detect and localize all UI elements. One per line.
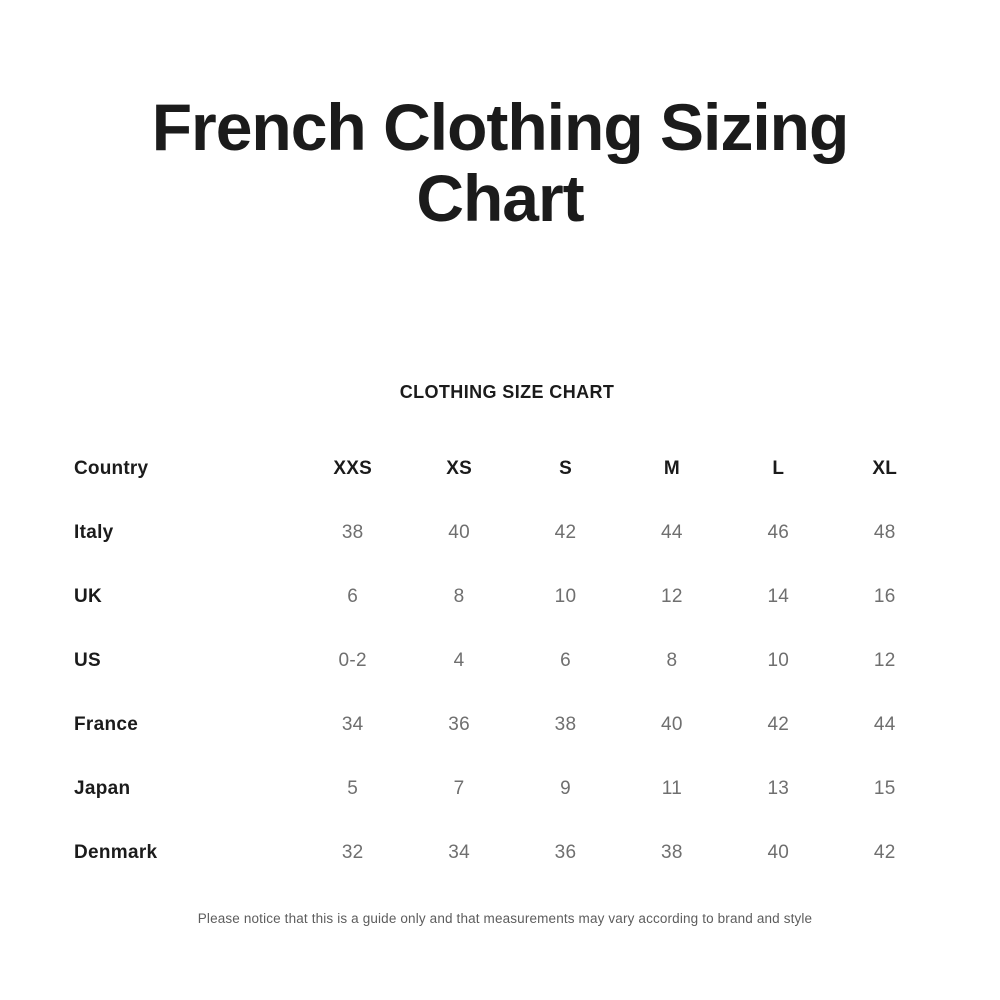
cell-france-xl: 44: [873, 714, 896, 735]
cell-denmark-xl: 42: [873, 842, 896, 863]
column-header-s: S: [559, 458, 572, 479]
cell-italy-xl: 48: [873, 522, 896, 543]
cell-france-l: 42: [767, 714, 790, 735]
table-header-row: [62, 437, 938, 501]
cell-japan-l: 13: [767, 778, 790, 799]
cell-italy-xs: 40: [448, 522, 470, 543]
chart-title: CLOTHING SIZE CHART: [399, 382, 615, 402]
column-header-xxs: XXS: [333, 458, 372, 479]
cell-uk-xs: 8: [453, 586, 465, 607]
cell-japan-xl: 15: [873, 778, 896, 799]
cell-france-s: 38: [554, 714, 577, 735]
table-row: [62, 565, 938, 629]
table-row: [62, 693, 938, 757]
cell-us-l: 10: [767, 650, 790, 671]
cell-denmark-xxs: 32: [341, 842, 364, 863]
row-label-uk: UK: [74, 586, 103, 607]
cell-uk-m: 12: [661, 586, 683, 607]
cell-denmark-m: 38: [661, 842, 683, 863]
cell-us-xl: 12: [873, 650, 896, 671]
cell-denmark-s: 36: [554, 842, 577, 863]
cell-italy-l: 46: [767, 522, 790, 543]
cell-uk-s: 10: [554, 586, 577, 607]
cell-japan-xxs: 5: [347, 778, 359, 799]
cell-us-s: 6: [560, 650, 571, 671]
page-title: French Clothing Sizing Chart: [151, 90, 849, 236]
row-label-us: US: [74, 650, 101, 671]
column-header-l: L: [772, 458, 785, 479]
clothing-size-chart: [62, 382, 938, 926]
cell-japan-xs: 7: [453, 778, 465, 799]
table-row: [62, 757, 938, 821]
column-header-m: M: [663, 458, 680, 479]
cell-uk-l: 14: [767, 586, 790, 607]
cell-uk-xl: 16: [873, 586, 896, 607]
cell-japan-s: 9: [560, 778, 571, 799]
size-chart-table: [62, 437, 938, 885]
cell-denmark-xs: 34: [448, 842, 470, 863]
cell-us-xxs: 0-2: [338, 650, 367, 671]
row-label-japan: Japan: [74, 778, 131, 799]
column-header-xs: XS: [446, 458, 472, 479]
row-label-france: France: [74, 714, 139, 735]
cell-denmark-l: 40: [767, 842, 790, 863]
column-header-country: Country: [74, 458, 149, 479]
row-label-denmark: Denmark: [74, 842, 158, 863]
cell-us-xs: 4: [453, 650, 465, 671]
cell-italy-m: 44: [661, 522, 683, 543]
table-row: [62, 821, 938, 885]
cell-france-xxs: 34: [341, 714, 364, 735]
column-header-xl: XL: [872, 458, 898, 479]
cell-japan-m: 11: [661, 778, 683, 799]
table-row: [62, 629, 938, 693]
cell-uk-xxs: 6: [347, 586, 359, 607]
cell-us-m: 8: [666, 650, 678, 671]
chart-footnote: Please notice that this is a guide only and that measurements may vary according to brand and style: [197, 911, 813, 926]
cell-italy-s: 42: [554, 522, 577, 543]
cell-france-m: 40: [661, 714, 683, 735]
cell-france-xs: 36: [448, 714, 470, 735]
row-label-italy: Italy: [74, 522, 114, 543]
table-row: [62, 501, 938, 565]
cell-italy-xxs: 38: [341, 522, 364, 543]
